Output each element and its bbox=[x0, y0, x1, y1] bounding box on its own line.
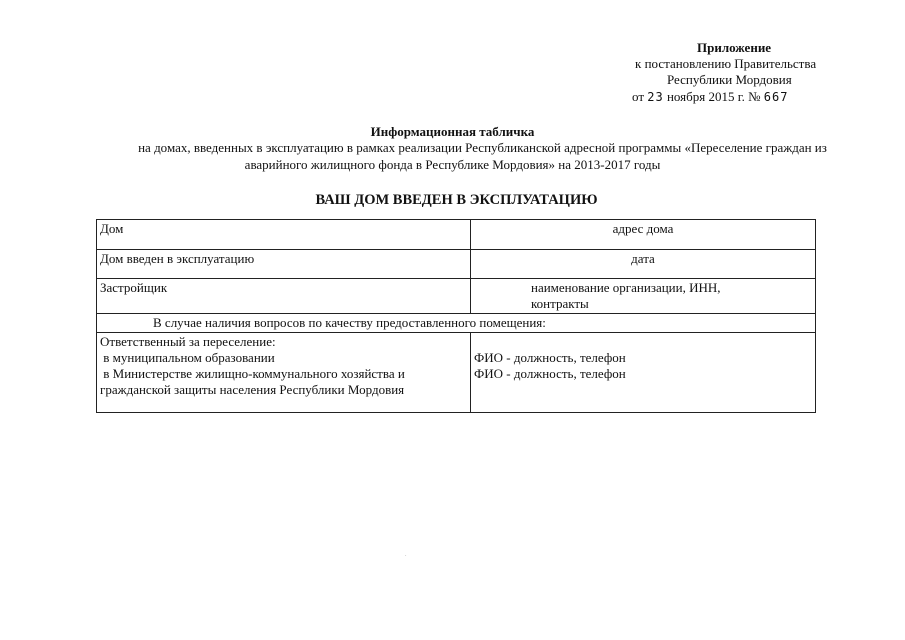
table-row bbox=[97, 279, 816, 314]
developer-value-line1: наименование организации, ИНН, bbox=[531, 280, 721, 295]
developer-label: Застройщик bbox=[97, 279, 471, 314]
questions-note: В случае наличия вопросов по качеству предоставленного помещения: bbox=[97, 314, 816, 333]
responsible-value bbox=[471, 333, 816, 413]
responsible-label-line1: Ответственный за переселение: bbox=[100, 334, 276, 349]
date-day: 23 bbox=[647, 90, 664, 104]
appendix-line1: к постановлению Правительства bbox=[635, 56, 817, 71]
developer-value-line2: контракты bbox=[531, 296, 589, 311]
commissioned-label: Дом введен в эксплуатацию bbox=[97, 250, 471, 279]
house-label: Дом bbox=[97, 220, 471, 250]
developer-value bbox=[471, 279, 816, 314]
document-subtitle-line2: аварийного жилищного фонда в Республике Мордовия» на 2013-2017 годы bbox=[244, 157, 661, 172]
scan-dot: . bbox=[405, 552, 407, 558]
house-address-value: адрес дома bbox=[471, 220, 816, 250]
date-middle: ноября 2015 г. № bbox=[666, 89, 761, 104]
table-row bbox=[97, 250, 816, 279]
document-heading: ВАШ ДОМ ВВЕДЕН В ЭКСПЛУАТАЦИЮ bbox=[315, 192, 598, 208]
appendix-block bbox=[0, 40, 905, 110]
responsible-label-line4: гражданской защиты населения Республики Мордовия bbox=[100, 382, 405, 397]
responsible-value-line1: ФИО - должность, телефон bbox=[474, 350, 626, 365]
responsible-label bbox=[97, 333, 471, 413]
appendix-date-line bbox=[632, 89, 788, 105]
appendix-line2: Республики Мордовия bbox=[667, 72, 792, 87]
decree-number: 667 bbox=[763, 90, 789, 104]
commissioned-date-value: дата bbox=[471, 250, 816, 279]
appendix-title: Приложение bbox=[697, 40, 772, 55]
table-row bbox=[97, 314, 816, 333]
responsible-label-line3: в Министерстве жилищно-коммунального хозяйства и bbox=[100, 366, 405, 381]
document-subtitle-line1: на домах, введенных в эксплуатацию в рамках реализации Республиканской адресной программы «Переселение граждан из bbox=[138, 140, 827, 155]
table-row bbox=[97, 220, 816, 250]
date-prefix: от bbox=[632, 89, 645, 104]
responsible-value-line2: ФИО - должность, телефон bbox=[474, 366, 626, 381]
responsible-label-line2: в муниципальном образовании bbox=[100, 350, 275, 365]
table-row bbox=[97, 333, 816, 413]
document-title: Информационная табличка bbox=[370, 124, 535, 139]
info-table bbox=[96, 219, 816, 413]
